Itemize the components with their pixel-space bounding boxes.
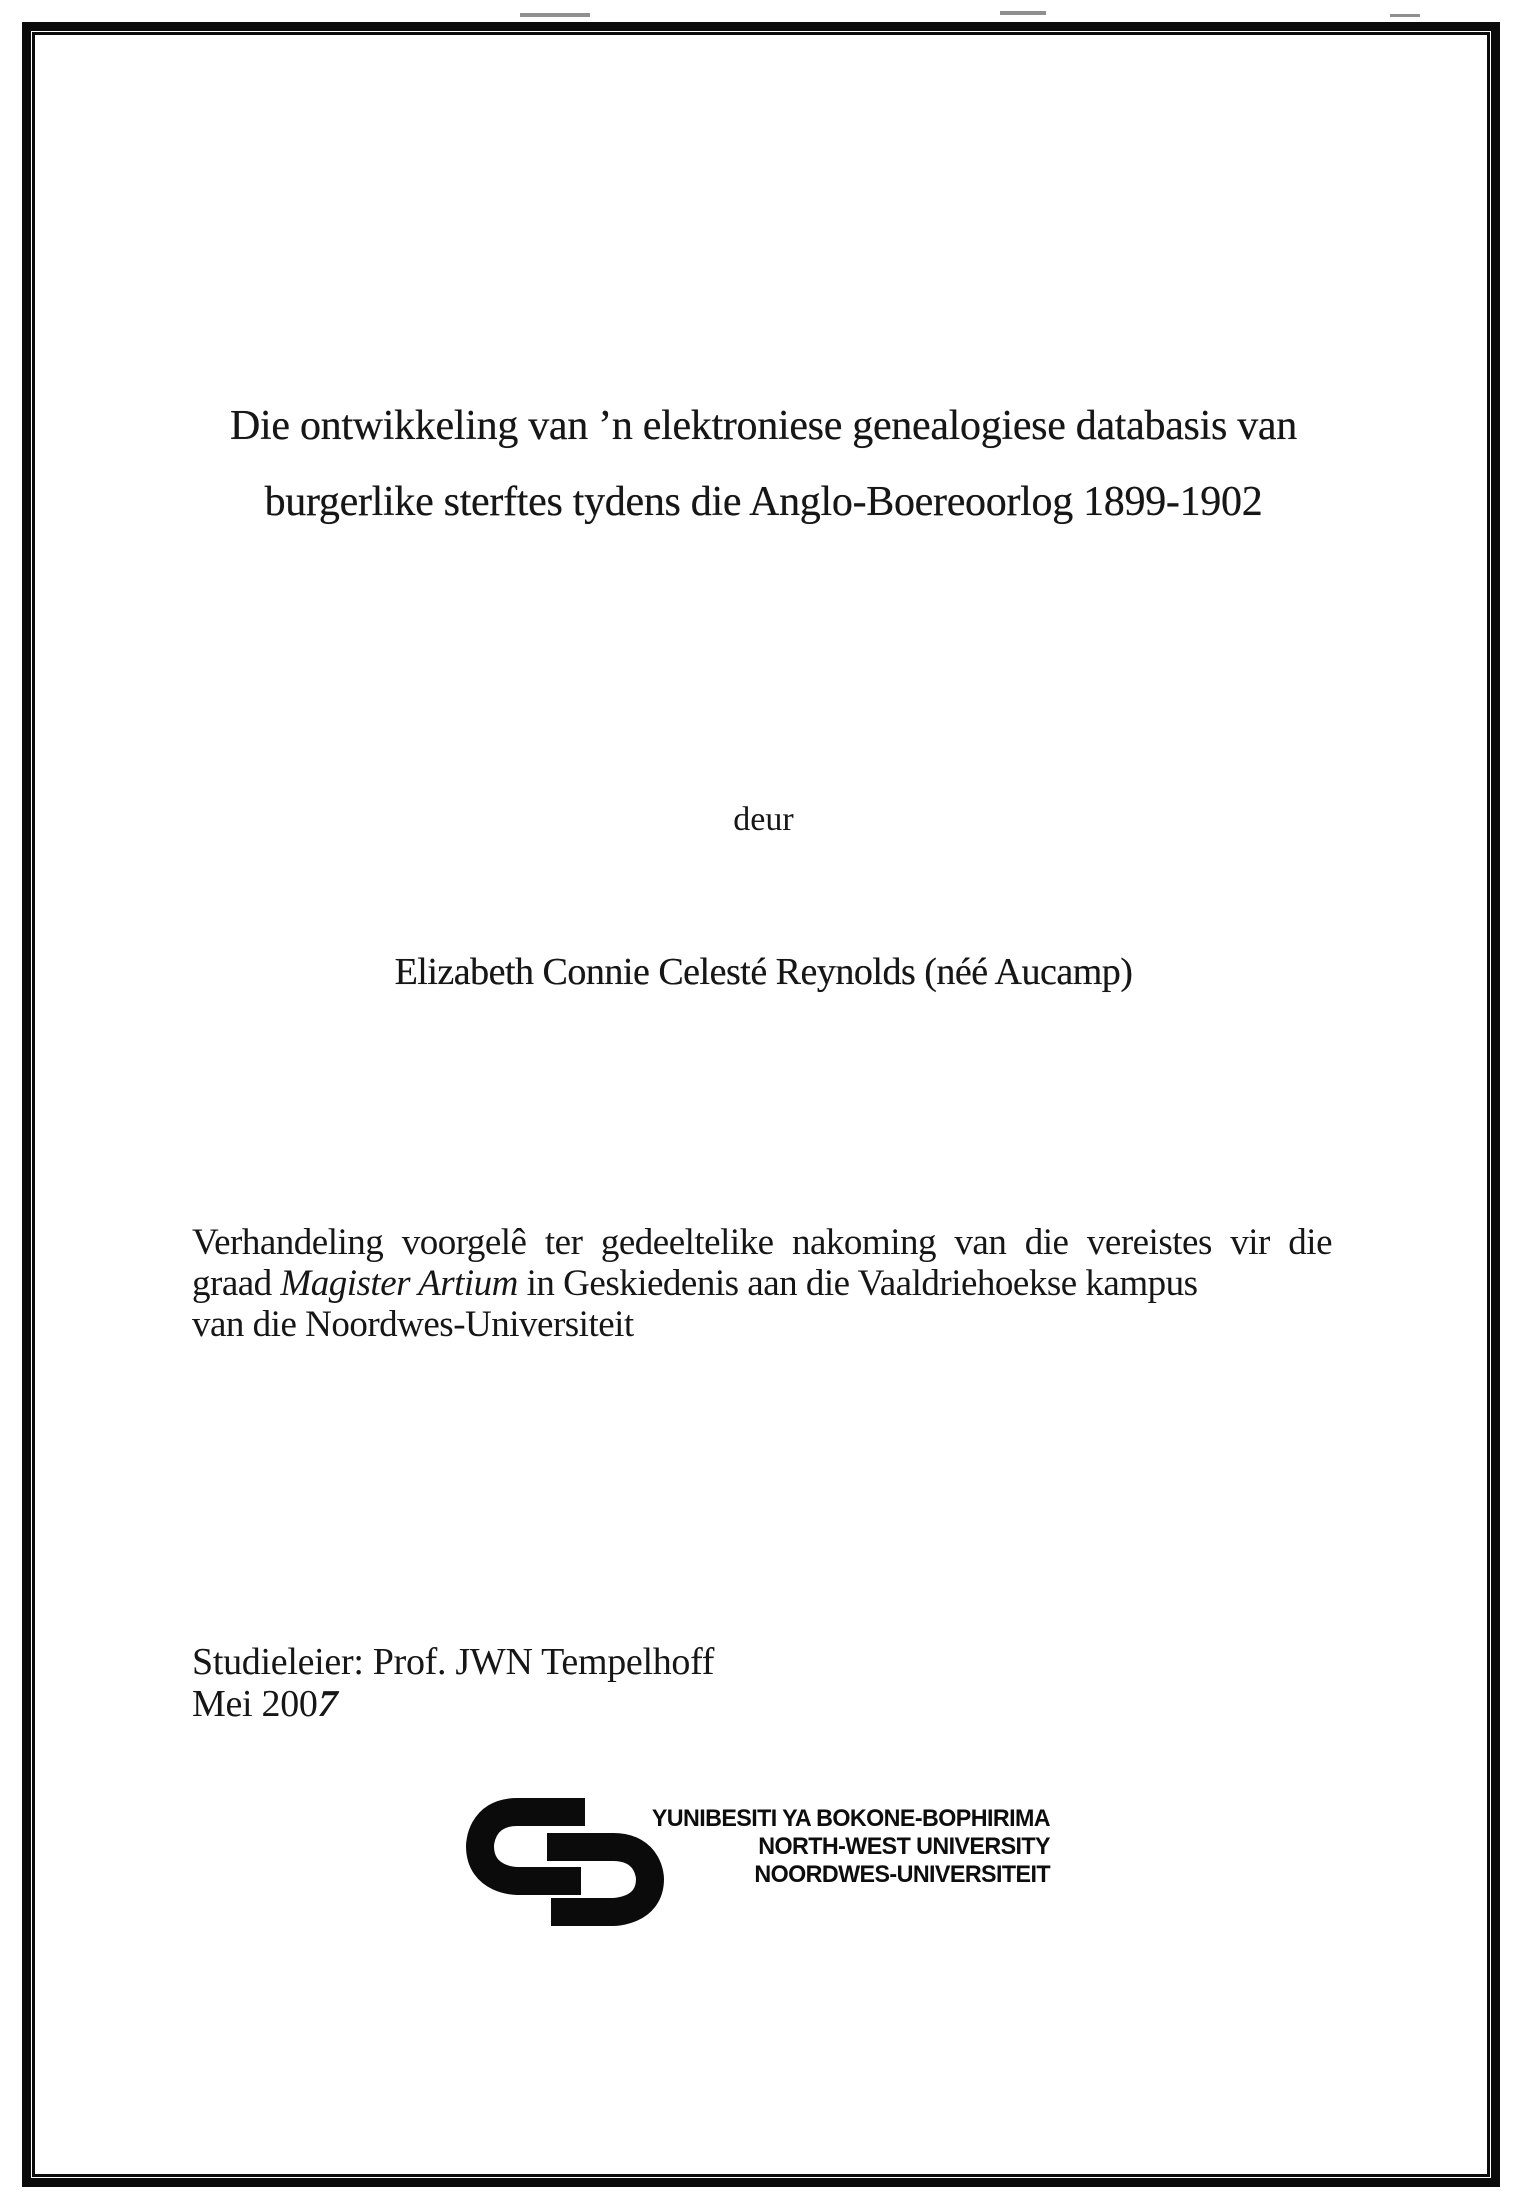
title-line-1: Die ontwikkeling van ’n elektroniese genealogiese databasis van — [230, 403, 1297, 449]
statement-line-2 — [192, 1263, 1332, 1304]
statement-line-2-post: in Geskiedenis aan die Vaaldriehoekse kampus — [517, 1263, 1198, 1304]
statement-line-2-pre: graad — [192, 1263, 281, 1304]
date-prefix: Mei 200 — [192, 1683, 318, 1725]
logo-line-setswana: YUNIBESITI YA BOKONE-BOPHIRIMA — [651, 1805, 1050, 1832]
scan-artifact — [520, 13, 590, 17]
university-logo — [465, 1797, 1065, 1932]
document-title — [30, 388, 1497, 540]
date-last-digit: 7 — [312, 1683, 342, 1725]
degree-name-italic: Magister Artium — [280, 1263, 518, 1304]
scan-artifact — [1390, 14, 1420, 17]
logo-line-english: NORTH-WEST UNIVERSITY — [758, 1833, 1050, 1860]
date-line — [192, 1684, 1092, 1724]
supervisor-line: Studieleier: Prof. JWN Tempelhoff — [192, 1641, 715, 1683]
scan-artifact — [1000, 11, 1046, 15]
university-logo-text — [602, 1805, 1050, 1889]
statement-line-1: Verhandeling voorgelê ter gedeeltelike nakoming van die vereistes vir die — [192, 1222, 1332, 1263]
logo-line-afrikaans: NOORDWES-UNIVERSITEIT — [754, 1861, 1050, 1888]
degree-statement — [192, 1222, 1332, 1345]
author-name: Elizabeth Connie Celesté Reynolds (néé Aucamp) — [394, 951, 1133, 993]
byline-deur: deur — [733, 801, 794, 838]
supervisor-block — [192, 1642, 1092, 1726]
statement-line-3: van die Noordwes-Universiteit — [192, 1304, 634, 1345]
title-line-2: burgerlike sterftes tydens die Anglo-Boereoorlog 1899-1902 — [264, 479, 1263, 525]
